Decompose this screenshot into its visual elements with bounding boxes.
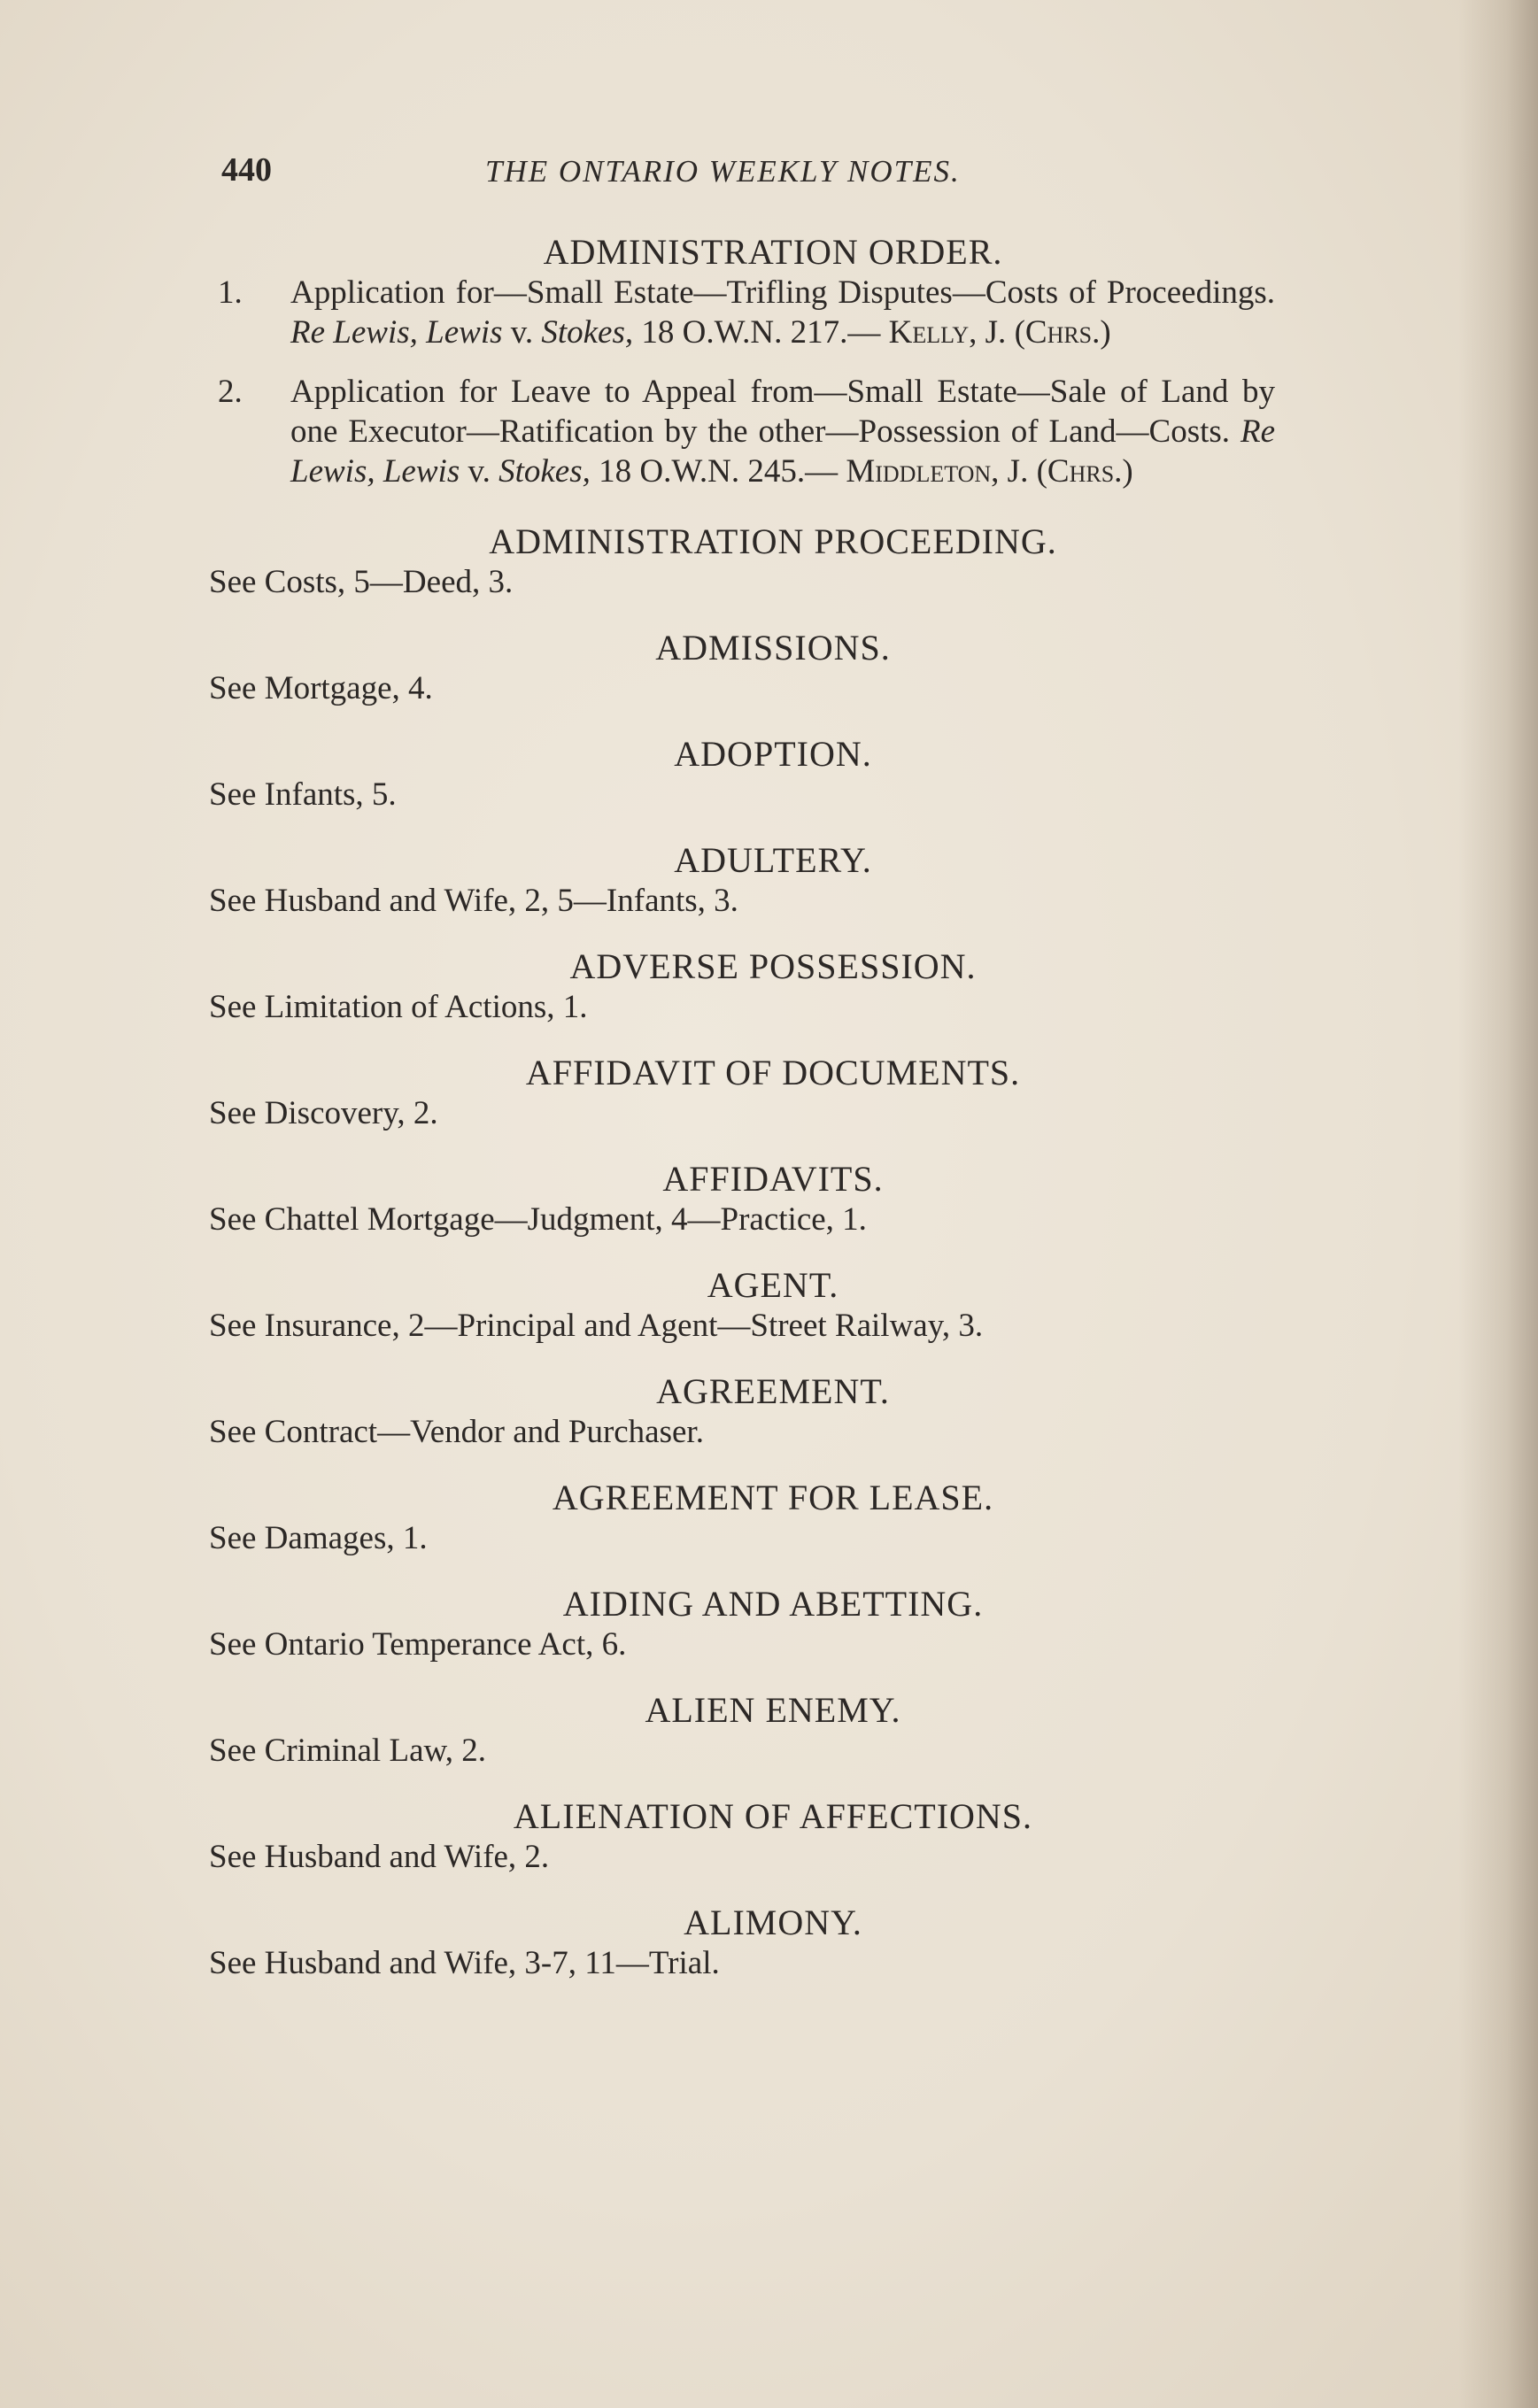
- index-entry: [209, 1584, 1275, 1665]
- entry-heading: AGREEMENT FOR LEASE.: [552, 1478, 994, 1517]
- index-entry: [209, 1053, 1275, 1134]
- judge-name: Middleton, J.: [846, 453, 1029, 490]
- case-versus: v.: [468, 453, 491, 490]
- index-entry: [209, 1796, 1275, 1878]
- case-name: Re Lewis,: [290, 413, 1276, 490]
- cross-reference: See Husband and Wife, 3-7, 11—Trial.: [209, 1945, 720, 1981]
- cross-reference: See Mortgage, 4.: [209, 670, 433, 706]
- index-entry: [209, 734, 1275, 815]
- index-entry: [209, 232, 1275, 491]
- entry-heading: AFFIDAVIT OF DOCUMENTS.: [525, 1053, 1021, 1092]
- entry-item: [209, 273, 1275, 352]
- court-name: (Chrs.): [1014, 314, 1111, 351]
- entry-heading: AGENT.: [707, 1265, 839, 1305]
- judge-name: Kelly, J.: [888, 314, 1007, 351]
- index-entry: [209, 628, 1275, 709]
- court-name: (Chrs.): [1036, 453, 1133, 490]
- entry-heading: ALIENATION OF AFFECTIONS.: [513, 1796, 1033, 1836]
- item-text: Application for Leave to Appeal from—Small Estate—Sale of Land by one Executor—Ratification by the other—Possession of Land—Costs.: [290, 374, 1275, 450]
- index-entry: [209, 1902, 1275, 1984]
- running-title: THE ONTARIO WEEKLY NOTES.: [485, 154, 961, 189]
- entry-heading: AGREEMENT.: [656, 1371, 890, 1411]
- entry-item: [209, 372, 1275, 491]
- cross-reference: See Damages, 1.: [209, 1520, 428, 1556]
- entry-heading: ADULTERY.: [674, 840, 872, 880]
- cross-reference: See Limitation of Actions, 1.: [209, 989, 588, 1025]
- page-header: [0, 150, 1538, 204]
- index-entry: [209, 1159, 1275, 1240]
- case-party: Stokes,: [541, 314, 634, 351]
- case-party: Stokes,: [498, 453, 591, 490]
- page-number: 440: [221, 151, 272, 189]
- case-versus: v.: [510, 314, 534, 351]
- index-entry: [209, 1478, 1275, 1559]
- cross-reference: See Costs, 5—Deed, 3.: [209, 564, 514, 600]
- entry-heading: ALIMONY.: [684, 1902, 862, 1942]
- entry-heading: ADMINISTRATION PROCEEDING.: [489, 521, 1057, 561]
- entry-heading: ALIEN ENEMY.: [645, 1690, 901, 1730]
- index-entry: [209, 946, 1275, 1028]
- cross-reference: See Criminal Law, 2.: [209, 1733, 487, 1769]
- entry-heading: ADOPTION.: [674, 734, 872, 774]
- cross-reference: See Chattel Mortgage—Judgment, 4—Practice, 1.: [209, 1201, 867, 1238]
- entry-heading: ADMISSIONS.: [655, 628, 891, 668]
- cross-reference: See Insurance, 2—Principal and Agent—Street Railway, 3.: [209, 1308, 984, 1344]
- case-party: Lewis: [426, 314, 503, 351]
- item-number: 2.: [218, 374, 243, 410]
- cross-reference: See Contract—Vendor and Purchaser.: [209, 1414, 704, 1450]
- case-party: Lewis: [383, 453, 460, 490]
- index-entry: [209, 1371, 1275, 1453]
- entry-heading: AFFIDAVITS.: [662, 1159, 884, 1199]
- index-entry: [209, 840, 1275, 922]
- index-entry: [209, 1690, 1275, 1771]
- index-entry: [209, 521, 1275, 603]
- case-citation: 18 O.W.N. 245.—: [599, 453, 839, 490]
- entry-heading: ADVERSE POSSESSION.: [569, 946, 977, 986]
- cross-reference: See Infants, 5.: [209, 776, 397, 813]
- cross-reference: See Ontario Temperance Act, 6.: [209, 1626, 627, 1663]
- case-name: Re Lewis,: [290, 314, 418, 351]
- entry-heading: ADMINISTRATION ORDER.: [543, 232, 1003, 272]
- case-citation: 18 O.W.N. 217.—: [641, 314, 881, 351]
- cross-reference: See Husband and Wife, 2.: [209, 1839, 550, 1875]
- cross-reference: See Discovery, 2.: [209, 1095, 438, 1131]
- item-number: 1.: [218, 274, 243, 311]
- index-entry: [209, 1265, 1275, 1347]
- index-content: [209, 232, 1275, 1984]
- item-text: Application for—Small Estate—Trifling Disputes—Costs of Proceedings.: [290, 274, 1275, 311]
- cross-reference: See Husband and Wife, 2, 5—Infants, 3.: [209, 883, 738, 919]
- page-spine-shadow: [1458, 0, 1538, 2408]
- entry-heading: AIDING AND ABETTING.: [562, 1584, 984, 1624]
